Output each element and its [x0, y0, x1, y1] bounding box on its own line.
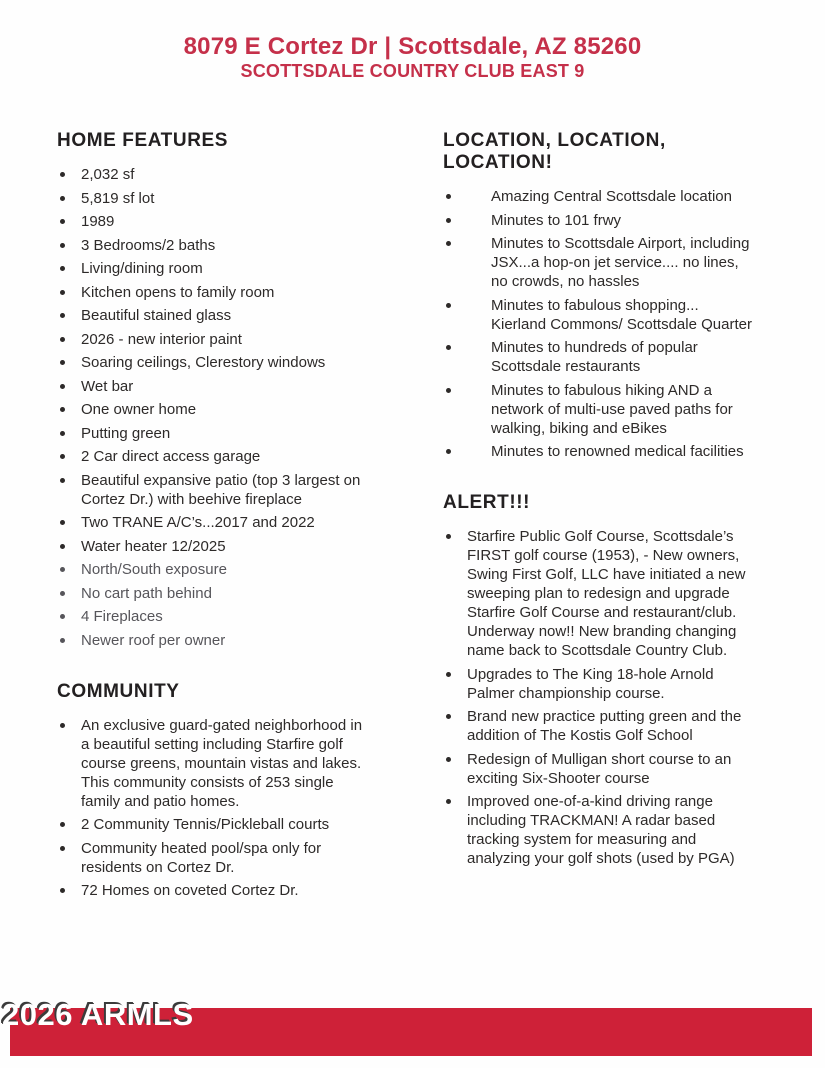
list-item-text: Beautiful expansive patio (top 3 largest on Cortez Dr.) with beehive fireplace: [81, 471, 361, 508]
list-item-text: 3 Bedrooms/2 baths: [81, 236, 216, 254]
bullet-icon: [60, 407, 65, 412]
bullet-icon: [60, 384, 65, 389]
bullet-icon: [60, 822, 65, 827]
list-item-text: Minutes to fabulous shopping... Kierland Commons/ Scottsdale Quarter: [491, 296, 752, 333]
list-item: [57, 259, 371, 278]
list-item-text: Brand new practice putting green and the addition of The Kostis Golf School: [467, 708, 742, 744]
community-heading: COMMUNITY: [57, 680, 180, 702]
list-item-text: 5,819 sf lot: [81, 189, 155, 207]
list-item: [443, 527, 758, 660]
list-item: [57, 607, 371, 626]
bullet-icon: [446, 672, 451, 677]
list-item-text: An exclusive guard-gated neighborhood in a beautiful setting including Starfire golf course greens, mountain vistas and lakes. This community consists of 253 single family and patio homes.: [81, 716, 363, 810]
bullet-icon: [60, 172, 65, 177]
bullet-icon: [446, 757, 451, 762]
list-item: [57, 584, 371, 603]
list-item: [443, 187, 755, 206]
list-item: [57, 236, 371, 255]
bullet-icon: [446, 345, 451, 350]
list-item: [57, 839, 371, 877]
list-item-text: 72 Homes on coveted Cortez Dr.: [81, 882, 299, 899]
bullet-icon: [60, 313, 65, 318]
list-item-text: North/South exposure: [81, 561, 227, 578]
left-column: [57, 130, 387, 905]
bullet-icon: [446, 449, 451, 454]
list-item: [57, 631, 371, 650]
bullet-icon: [60, 478, 65, 483]
list-item-text: Soaring ceilings, Clerestory windows: [81, 354, 326, 371]
list-item: [443, 211, 755, 230]
list-item: [57, 881, 371, 900]
list-item-text: 2026 - new interior paint: [81, 330, 242, 348]
bullet-icon: [60, 723, 65, 728]
page-subtitle: SCOTTSDALE COUNTRY CLUB EAST 9: [240, 61, 585, 81]
list-item-text: Putting green: [81, 424, 171, 442]
bullet-icon: [60, 454, 65, 459]
right-column: [443, 130, 768, 873]
list-item: [443, 707, 758, 745]
list-item: [443, 442, 755, 461]
bullet-icon: [60, 266, 65, 271]
list-item-text: Upgrades to The King 18-hole Arnold Palmer championship course.: [467, 665, 714, 702]
bullet-icon: [60, 567, 65, 572]
list-item-text: Community heated pool/spa only for residents on Cortez Dr.: [81, 839, 322, 876]
list-item-text: Amazing Central Scottsdale location: [491, 188, 732, 205]
list-item-text: Water heater 12/2025: [81, 537, 226, 555]
list-item-text: No cart path behind: [81, 584, 212, 602]
list-item: [57, 189, 371, 208]
list-item: [443, 792, 758, 868]
page-title: 8079 E Cortez Dr | Scottsdale, AZ 85260: [183, 33, 642, 60]
list-item-text: Minutes to fabulous hiking AND a network of multi-use paved paths for walking, biking and eBikes: [491, 381, 733, 437]
list-item-text: Beautiful stained glass: [81, 307, 232, 324]
list-item-text: Improved one-of-a-kind driving range including TRACKMAN! A radar based tracking system for measuring and analyzing your golf shots (used by PGA): [467, 793, 735, 867]
list-item: [57, 353, 371, 372]
location-heading: LOCATION, LOCATION, LOCATION!: [443, 130, 666, 173]
bullet-icon: [60, 431, 65, 436]
list-item: [57, 815, 371, 834]
community-list: [57, 716, 387, 901]
bullet-icon: [60, 219, 65, 224]
home-features-list: [57, 165, 387, 650]
alert-heading: ALERT!!!: [443, 492, 531, 513]
list-item: [443, 381, 755, 438]
list-item: [57, 471, 371, 509]
bullet-icon: [60, 888, 65, 893]
home-features-heading: HOME FEATURES: [57, 130, 229, 151]
list-item-text: One owner home: [81, 401, 197, 418]
list-item-text: Two TRANE A/C’s...2017 and 2022: [81, 514, 315, 531]
bullet-icon: [446, 799, 451, 804]
bullet-icon: [60, 337, 65, 342]
list-item-text: 1989: [81, 213, 115, 230]
list-item-text: Minutes to Scottsdale Airport, including JSX...a hop-on jet service.... no lines, no crowds, no hassles: [491, 235, 750, 290]
list-item: [57, 165, 371, 184]
list-item-text: Kitchen opens to family room: [81, 283, 275, 301]
list-item: [57, 513, 371, 532]
bullet-icon: [60, 544, 65, 549]
alert-list: [443, 527, 768, 868]
bullet-icon: [60, 638, 65, 643]
list-item-text: Minutes to renowned medical facilities: [491, 443, 744, 460]
list-item: [443, 750, 758, 788]
list-item-text: Starfire Public Golf Course, Scottsdale’s FIRST golf course (1953), - New owners, Swing First Golf, LLC have initiated a new sweeping plan to redesign and upgrade Starfire Golf Course and restaurant/club. Underway now!! New branding changing name back to Scottsdale Country Club.: [467, 528, 746, 659]
list-item: [443, 665, 758, 703]
list-item-text: 2,032 sf: [81, 166, 135, 183]
bullet-icon: [60, 846, 65, 851]
list-item: [443, 296, 755, 334]
list-item-text: Minutes to hundreds of popular Scottsdale restaurants: [491, 339, 698, 375]
list-item-text: Newer roof per owner: [81, 631, 226, 649]
list-item: [57, 537, 371, 556]
list-item: [443, 234, 755, 291]
bullet-icon: [446, 534, 451, 539]
list-item-text: Redesign of Mulligan short course to an exciting Six-Shooter course: [467, 750, 732, 787]
list-item: [57, 377, 371, 396]
bullet-icon: [446, 194, 451, 199]
bullet-icon: [446, 388, 451, 393]
bullet-icon: [446, 241, 451, 246]
bullet-icon: [446, 218, 451, 223]
list-item: [57, 424, 371, 443]
list-item-text: 2 Car direct access garage: [81, 448, 261, 465]
bullet-icon: [60, 614, 65, 619]
bullet-icon: [446, 714, 451, 719]
armls-watermark-text: 2026 ARMLS: [2, 997, 194, 1032]
bullet-icon: [60, 196, 65, 201]
bullet-icon: [60, 520, 65, 525]
location-list: [443, 187, 768, 461]
list-item-text: Living/dining room: [81, 260, 203, 277]
list-item: [57, 447, 371, 466]
list-item: [57, 330, 371, 349]
list-item: [57, 306, 371, 325]
list-item: [57, 560, 371, 579]
list-item: [57, 283, 371, 302]
bullet-icon: [60, 591, 65, 596]
bullet-icon: [60, 243, 65, 248]
bullet-icon: [446, 303, 451, 308]
list-item: [57, 212, 371, 231]
list-item: [57, 400, 371, 419]
list-item-text: 4 Fireplaces: [81, 608, 163, 625]
bullet-icon: [60, 290, 65, 295]
list-item: [443, 338, 755, 376]
list-item-text: 2 Community Tennis/Pickleball courts: [81, 816, 330, 833]
list-item-text: Minutes to 101 frwy: [491, 211, 622, 229]
flyer-header: [0, 33, 825, 82]
bullet-icon: [60, 360, 65, 365]
list-item: [57, 716, 371, 811]
list-item-text: Wet bar: [81, 377, 134, 395]
